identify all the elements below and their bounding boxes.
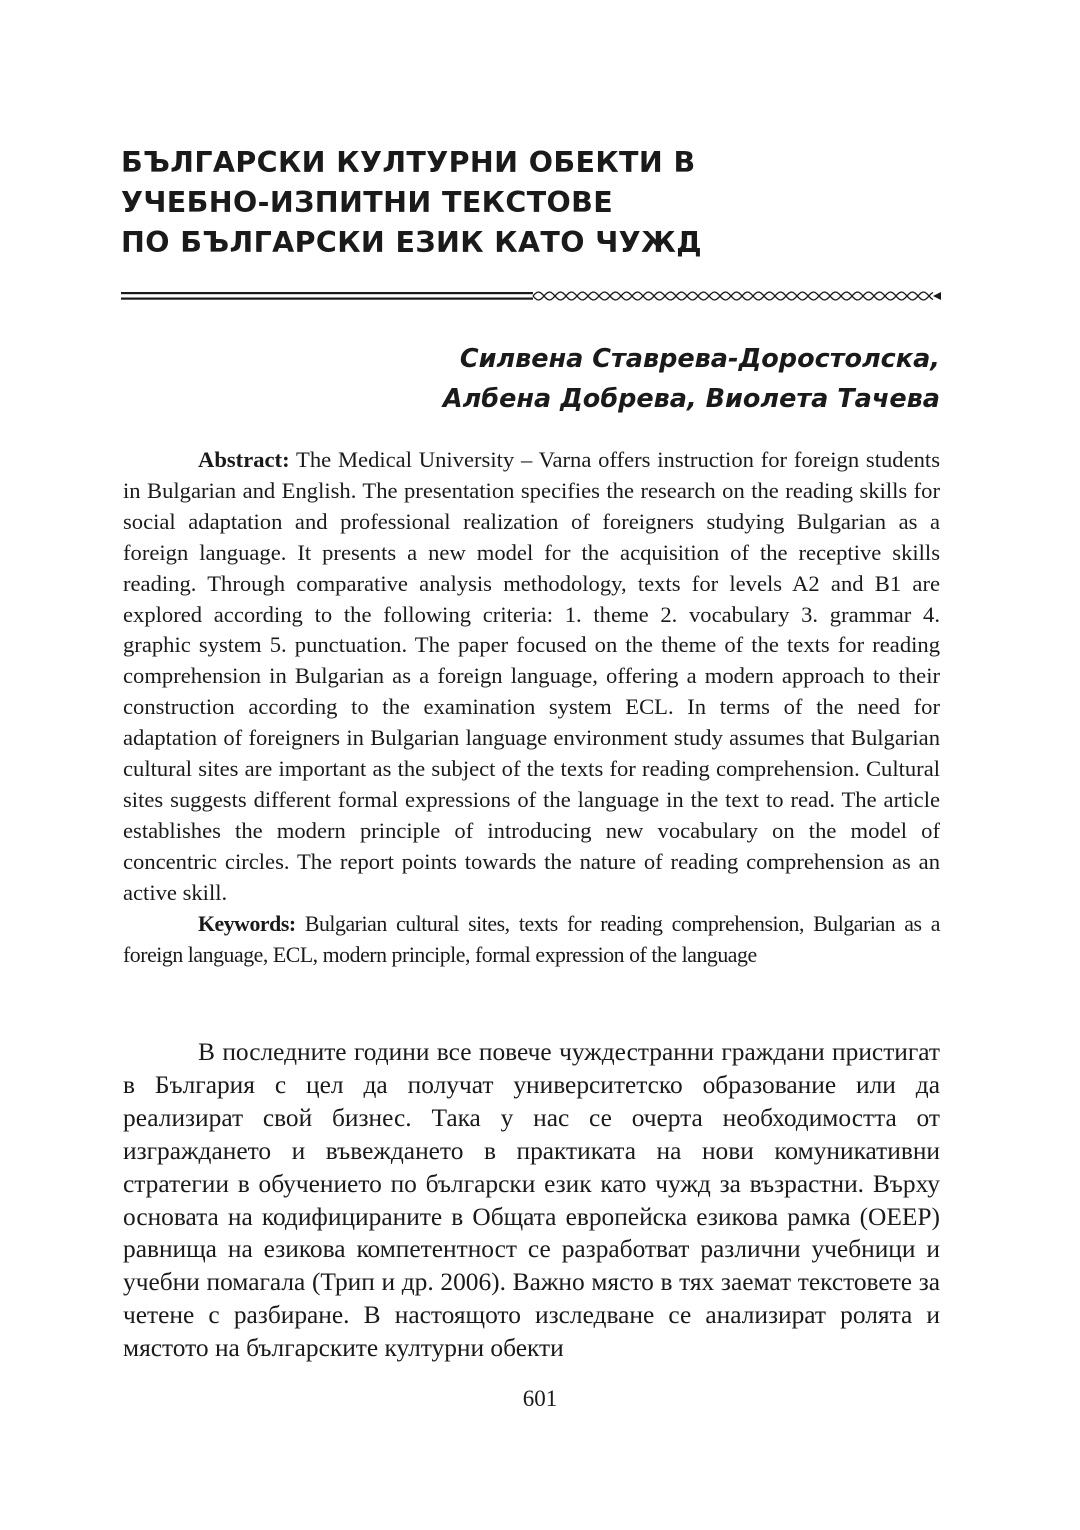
authors-line-1: Силвена Ставрева-Доростолска, bbox=[459, 344, 940, 374]
decorative-divider bbox=[121, 283, 946, 309]
author-list bbox=[443, 339, 940, 419]
divider-rule-bottom bbox=[121, 298, 533, 300]
authors-line-2: Албена Добрева, Виолета Тачева bbox=[442, 384, 940, 414]
abstract-label: Abstract: bbox=[198, 447, 290, 472]
title-line-1: БЪЛГАРСКИ КУЛТУРНИ ОБЕКТИ В bbox=[121, 146, 696, 179]
keywords-label: Keywords: bbox=[198, 911, 296, 936]
article-title bbox=[121, 143, 881, 263]
abstract-text: The Medical University – Varna offers instruction for foreign students in Bulgarian and English. The presentation specifies the research on the reading skills for social adaptation and professional realization of foreigners studying Bulgarian as a foreign language. It presents a new model for the acquisition of the receptive skills reading. Through comparative analysis methodology, texts for levels A2 and B1 are explored according to the following criteria: 1. theme 2. vocabulary 3. grammar 4. graphic system 5. punctuation. The paper focused on the theme of the texts for reading comprehension in Bulgarian as a foreign language, offering a modern approach to their construction according to the examination system ECL. In terms of the need for adaptation of foreigners in Bulgarian language environment study assumes that Bulgarian cultural sites are important as the subject of the texts for reading comprehension. Cultural sites suggests different formal expressions of the language in the text to read. The article establishes the modern principle of introducing new vocabulary on the model of concentric circles. The report points towards the nature of reading comprehension as an active skill. bbox=[123, 447, 940, 905]
keywords-paragraph bbox=[123, 909, 940, 971]
divider-end-point bbox=[933, 292, 941, 300]
body-paragraph: В последните години все повече чуждестранни граждани пристигат в България с цел да получат университетско образование или да реализират свой бизнес. Така у нас се очерта необходимостта от изграждането и въвеждането в практиката на нови комуникативни стратегии в обучението по български език като чужд за възрастни. Върху основата на кодифицираните в Общата европейска езикова рамка (ОЕЕР) равнища на езикова компетентност се разработват различни учебници и учебни помагала (Трип и др. 2006). Важно място в тях заемат текстовете за четене с разбиране. В настоящото изследване се анализират ролята и мястото на българските културни обекти bbox=[123, 1038, 940, 1363]
abstract-paragraph bbox=[123, 445, 940, 909]
page-number: 601 bbox=[522, 1386, 558, 1411]
title-line-2: УЧЕБНО-ИЗПИТНИ ТЕКСТОВЕ bbox=[121, 186, 614, 219]
divider-rule-top bbox=[121, 292, 533, 294]
abstract-section bbox=[123, 445, 940, 971]
keywords-text: Bulgarian cultural sites, texts for reading comprehension, Bulgarian as a foreign language, ECL, modern principle, formal expression of the language bbox=[123, 911, 940, 967]
title-line-3: ПО БЪЛГАРСКИ ЕЗИК КАТО ЧУЖД bbox=[121, 226, 703, 259]
